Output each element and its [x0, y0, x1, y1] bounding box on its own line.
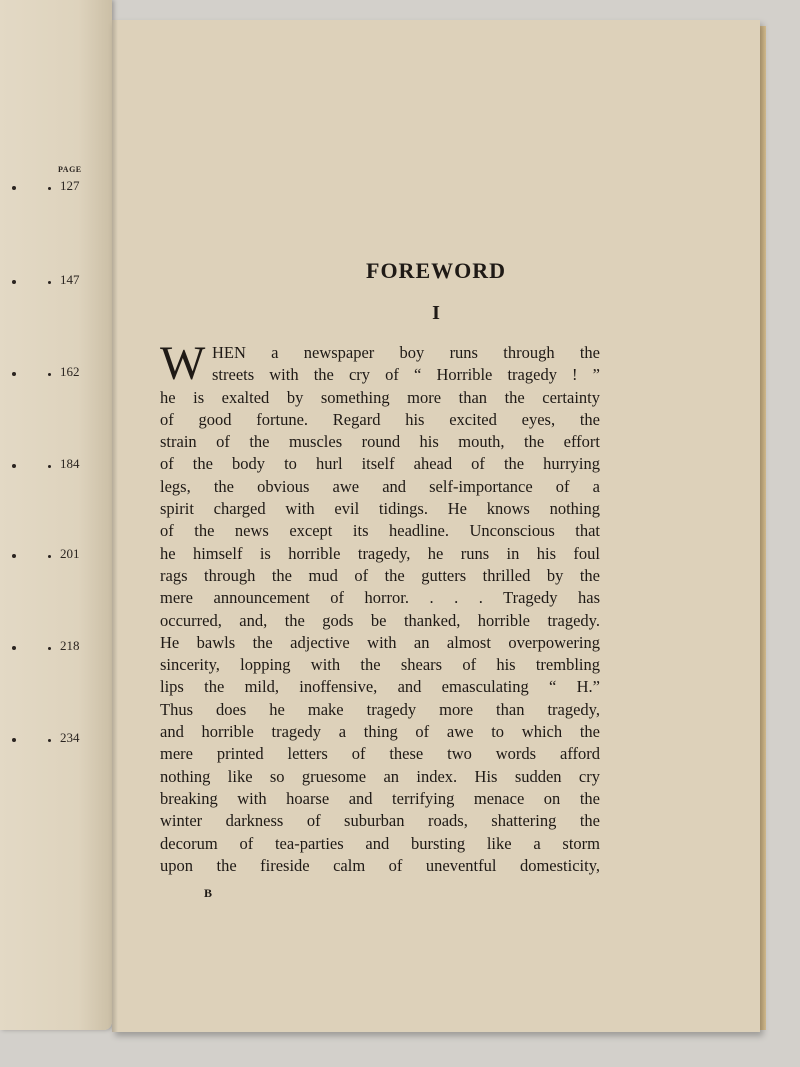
toc-page-number: 184 — [60, 456, 80, 471]
right-page-foreword — [112, 20, 760, 1032]
toc-entry — [8, 364, 108, 384]
text-line: and horrible tragedy a thing of awe to which the — [160, 722, 600, 742]
text-line: He bawls the adjective with an almost overpowering — [160, 632, 600, 652]
text-line: mere announcement of horror. . . . Tragedy has — [160, 588, 600, 608]
text-line: breaking with hoarse and terrifying menace on the — [160, 788, 600, 808]
text-line: of the news except its headline. Unconscious that — [160, 521, 600, 541]
toc-entry — [8, 638, 108, 658]
toc-page-number: 147 — [60, 272, 80, 287]
drop-cap: W — [160, 337, 206, 390]
text-line: decorum of tea-parties and bursting like a storm — [160, 833, 600, 853]
text-line: of the body to hurl itself ahead of the hurrying — [160, 454, 600, 474]
toc-page-number: 162 — [60, 364, 80, 379]
text-line: of good fortune. Regard his excited eyes, the — [160, 409, 600, 429]
text-line: sincerity, lopping with the shears of his trembling — [160, 655, 600, 675]
text-line: streets with the cry of “ Horrible tragedy ! ” — [212, 365, 600, 385]
text-line: rags through the mud of the gutters thrilled by the — [160, 565, 600, 585]
toc-page-number: 218 — [60, 638, 80, 653]
gutter-shadow — [112, 20, 118, 1032]
toc-entry — [8, 456, 108, 476]
text-line: legs, the obvious awe and self-importance of a — [160, 476, 600, 496]
toc-page-number: 234 — [60, 730, 80, 745]
text-line: strain of the muscles round his mouth, the effort — [160, 432, 600, 452]
text-line: Thus does he make tragedy more than tragedy, — [160, 699, 600, 719]
toc-page-number: 201 — [60, 546, 80, 561]
text-line: winter darkness of suburban roads, shattering the — [160, 811, 600, 831]
toc-entry — [8, 178, 108, 198]
text-line: upon the fireside calm of uneventful domesticity, — [160, 855, 600, 875]
text-line: spirit charged with evil tidings. He knows nothing — [160, 499, 600, 519]
text-line: HEN a newspaper boy runs through the — [212, 343, 600, 362]
section-number: I — [432, 302, 440, 324]
toc-page-number: 127 — [60, 178, 80, 193]
signature-mark: B — [204, 886, 213, 900]
text-line: mere printed letters of these two words afford — [160, 744, 600, 764]
body-text — [160, 337, 600, 877]
text-line: he himself is horrible tragedy, he runs in his foul — [160, 543, 600, 563]
toc-entry — [8, 730, 108, 750]
page-column-label: PAGE — [58, 165, 82, 174]
text-line: nothing like so gruesome an index. His sudden cry — [160, 766, 600, 786]
left-page-contents — [0, 0, 112, 1030]
text-line: lips the mild, inoffensive, and emasculating “ H.” — [160, 677, 600, 697]
toc-entry — [8, 546, 108, 566]
toc-entry — [8, 272, 108, 292]
chapter-title: FOREWORD — [366, 258, 506, 283]
text-line: occurred, and, the gods be thanked, horrible tragedy. — [160, 610, 600, 630]
text-line: he is exalted by something more than the certainty — [160, 387, 600, 407]
